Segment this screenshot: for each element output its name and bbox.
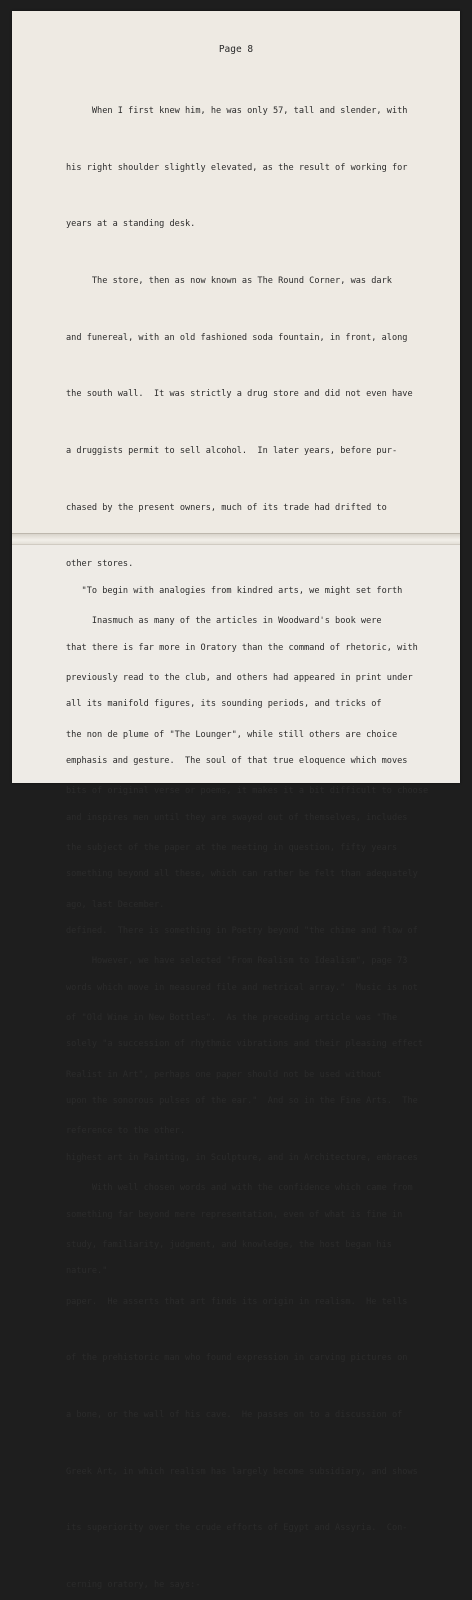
quote-line: solely "a succession of rhythmic vibrations and their pleasing effect bbox=[66, 1039, 423, 1050]
text-line: Realist in Art", perhaps one paper should not be used without bbox=[66, 1069, 382, 1080]
text-line: the subject of the paper at the meeting in question, fifty years bbox=[66, 842, 398, 853]
text-line: and funereal, with an old fashioned soda fountain, in front, along bbox=[66, 332, 408, 343]
text-line: paper. He asserts that art finds its origin in realism. He tells bbox=[66, 1296, 408, 1307]
text-line: the non de plume of "The Lounger", while still others are choice bbox=[66, 729, 398, 740]
text-line: reference to the other. bbox=[66, 1126, 185, 1137]
text-line: of "Old Wine in New Bottles". As the preceding article was "The bbox=[66, 1013, 398, 1024]
quoted-passage bbox=[66, 544, 451, 1300]
text-line: its superiority over the crude efforts of Egypt and Assyria. Con- bbox=[66, 1523, 408, 1534]
text-line: Inasmuch as many of the articles in Woodward's book were bbox=[66, 616, 382, 627]
quote-line: "To begin with analogies from kindred arts, we might set forth bbox=[66, 585, 403, 596]
quote-line: highest art in Painting, in Sculpture, and in Architecture, embraces bbox=[66, 1152, 418, 1163]
text-line: a bone, or the wall of his cave. He passes on to a discussion of bbox=[66, 1409, 403, 1420]
quote-line: all its manifold figures, its sounding periods, and tricks of bbox=[66, 699, 382, 710]
quote-line: something far beyond mere representation, even of what is fine in bbox=[66, 1209, 403, 1220]
text-line: The store, then as now known as The Round Corner, was dark bbox=[66, 275, 392, 286]
quote-line: nature." bbox=[66, 1266, 108, 1277]
quote-line: emphasis and gesture. The soul of that true eloquence which moves bbox=[66, 755, 408, 766]
text-line: previously read to the club, and others had appeared in print under bbox=[66, 672, 413, 683]
page-number: Page 8 bbox=[218, 44, 254, 55]
text-line: a druggists permit to sell alcohol. In later years, before pur- bbox=[66, 446, 398, 457]
text-line: ago, last December. bbox=[66, 899, 165, 910]
text-line: chased by the present owners, much of its trade had drifted to bbox=[66, 502, 387, 513]
text-line: years at a standing desk. bbox=[66, 219, 196, 230]
text-line: the south wall. It was strictly a drug store and did not even have bbox=[66, 389, 413, 400]
text-line: Greek Art, in which realism has largely become subsidiary, and shows bbox=[66, 1466, 418, 1477]
quote-line: and inspires men until they are swayed out of themselves, includes bbox=[66, 812, 408, 823]
text-line: his right shoulder slightly elevated, as the result of working for bbox=[66, 162, 408, 173]
text-line: of the prehistoric man who found expression in carving pictures on bbox=[66, 1353, 408, 1364]
text-line: However, we have selected "From Realism to Idealism", page 73 bbox=[66, 956, 408, 967]
text-line: other stores. bbox=[66, 559, 134, 570]
text-line: With well chosen words and with the confidence which came from bbox=[66, 1183, 413, 1194]
quote-line: defined. There is something in Poetry beyond "the chime and flow of bbox=[66, 926, 418, 937]
text-line: study, familiarity, judgment, and knowledge, the host began his bbox=[66, 1239, 392, 1250]
quote-line: something beyond all these, which can rather be felt than adequately bbox=[66, 869, 418, 880]
text-line: cerning oratory, he says:- bbox=[66, 1580, 201, 1591]
quote-line: that there is far more in Oratory than the command of rhetoric, with bbox=[66, 642, 418, 653]
text-line: bits of original verse or poems, it makes it a bit difficult to choose bbox=[66, 786, 429, 797]
text-line: When I first knew him, he was only 57, tall and slender, with bbox=[66, 105, 408, 116]
quote-line: words which move in measured file and metrical array." Music is not bbox=[66, 982, 418, 993]
quote-line: upon the sonorous pulses of the ear." And so in the Fine Arts. The bbox=[66, 1096, 418, 1107]
